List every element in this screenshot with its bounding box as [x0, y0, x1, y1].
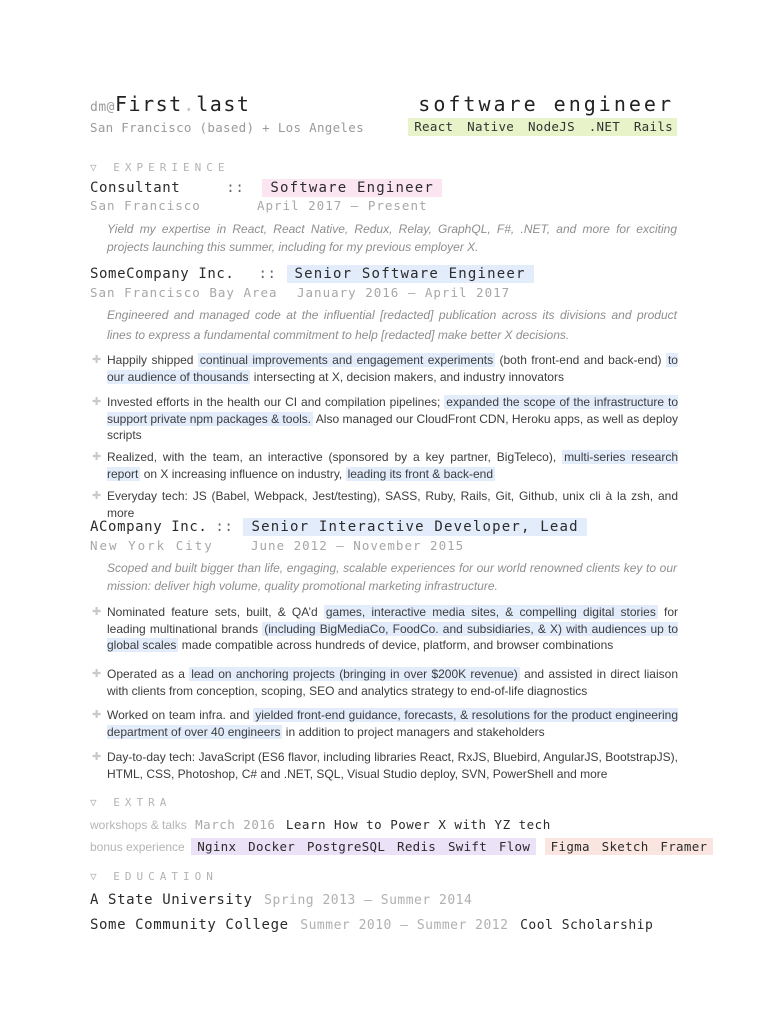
name-prefix: dm@: [90, 100, 115, 115]
bullet-text: and assisted in direct liaison with clients from conception, scoping, SEO and analytics strategy to end-of-life diagnostics: [107, 667, 678, 698]
job-place: New York City: [90, 538, 214, 553]
job-description: Scoped and built bigger than life, engaging, scalable experiences for our world renowned clients key to our mission: deliver high volume, quality promotional marketing infrastructure.: [107, 561, 677, 593]
job-heading: [90, 519, 587, 535]
bullet-text: intersecting at X, decision makers, and industry innovators: [250, 369, 564, 384]
bullet-highlight: continual improvements and engagement experiments: [199, 353, 494, 367]
bullet-text: Invested efforts in the health our CI and compilation pipelines;: [107, 395, 445, 409]
bullet-text: Operated as a: [107, 667, 190, 681]
job-title: software engineer: [418, 92, 674, 116]
bullet-item: [90, 749, 678, 782]
bonus-tech-badge: Nginx Docker PostgreSQL Redis Swift Flow: [191, 838, 536, 855]
school-dates: Summer 2010 – Summer 2012: [300, 918, 509, 933]
bullet-text: Day-to-day tech: JavaScript (ES6 flavor, including libraries React, RxJS, Bluebird, AngularJS, BootstrapJS), HTML, CSS, Photoshop, C# and .NET, SQL, Visual Studio deploy, SVN, PowerShell and more: [107, 750, 678, 781]
bullet-item: [90, 352, 678, 385]
bullet-text: on X increasing influence on industry,: [140, 466, 346, 481]
bullet-text: made compatible across hundreds of device, platform, and browser combinations: [178, 638, 614, 652]
bonus-row: [90, 838, 713, 856]
company-name: ACompany Inc.: [90, 519, 208, 535]
bullet-text: (both front-end and back-end): [495, 353, 666, 367]
plus-bullet-icon: ✚: [92, 396, 102, 408]
job-heading: [90, 180, 442, 196]
role-title: Senior Software Engineer: [287, 265, 534, 283]
workshops-label: workshops & talks: [90, 818, 187, 832]
plus-bullet-icon: ✚: [92, 751, 102, 763]
education-row: [90, 889, 472, 908]
bullet-text: in addition to project managers and stakeholders: [282, 724, 545, 739]
plus-bullet-icon: ✚: [92, 354, 102, 366]
bullet-text: Realized, with the team, an interactive (sponsored by a key partner, BigTeleco),: [107, 450, 563, 464]
job-dates: June 2012 – November 2015: [251, 538, 465, 553]
school-award: Cool Scholarship: [520, 918, 654, 933]
school-dates: Spring 2013 – Summer 2014: [264, 893, 473, 908]
section-experience: ▽ EXPERIENCE: [90, 161, 230, 174]
separator: ::: [215, 519, 234, 535]
bullet-highlight: yielded front-end guidance, forecasts, & resolutions for the product engineering department of over 40 engineers: [107, 708, 678, 739]
bullet-text: Worked on team infra. and: [107, 708, 254, 722]
bullet-text: for leading multinational brands: [107, 605, 679, 636]
section-extra: ▽ EXTRA: [90, 796, 172, 809]
workshops-row: [90, 816, 551, 834]
job-place: San Francisco: [90, 198, 201, 213]
bonus-design-badge: Figma Sketch Framer: [545, 838, 714, 855]
location: San Francisco (based) + Los Angeles: [90, 120, 364, 135]
bonus-label: bonus experience: [90, 840, 185, 854]
plus-bullet-icon: ✚: [92, 490, 102, 502]
bullet-item: [90, 449, 678, 482]
bullet-highlight: lead on anchoring projects (bringing in over $200K revenue): [191, 667, 518, 681]
bullet-text: Also managed our CloudFront CDN, Heroku apps, as well as deploy scripts: [107, 411, 678, 442]
job-dates: January 2016 – April 2017: [297, 285, 511, 300]
job-description: Yield my expertise in React, React Native, Redux, Relay, GraphQL, F#, .NET, and more for exciting projects launching this summer, including for my previous employer X.: [107, 222, 677, 254]
separator: ::: [258, 266, 277, 282]
role-title: Senior Interactive Developer, Lead: [243, 518, 586, 536]
bullet-highlight: (including BigMediaCo, FoodCo. and subsidiaries, & X) with audiences up to global scales: [107, 621, 679, 652]
bullet-text: Nominated feature sets, built, & QA’d: [107, 605, 324, 619]
role-title: Software Engineer: [262, 179, 442, 197]
bullet-item: [90, 488, 678, 521]
bullet-item: [90, 394, 678, 444]
job-dates: April 2017 – Present: [257, 198, 428, 213]
education-row: [90, 914, 653, 933]
workshops-date: March 2016: [195, 817, 276, 832]
plus-bullet-icon: ✚: [92, 606, 102, 618]
skills-badge: React Native NodeJS .NET Rails: [408, 118, 677, 136]
separator: ::: [226, 180, 245, 196]
bullet-highlight: leading its front & back-end: [347, 466, 494, 481]
company-name: SomeCompany Inc.: [90, 266, 235, 282]
bullet-highlight: multi-series research report: [107, 450, 678, 481]
company-name: Consultant: [90, 180, 181, 196]
last-name: last: [196, 92, 251, 116]
job-description: Engineered and managed code at the influential [redacted] publication across its divisions and product lines to express a fundamental commitment to help [redacted] make better X decisions.: [107, 308, 677, 342]
bullet-highlight: expanded the scope of the infrastructure to support private npm packages & tools.: [107, 395, 679, 426]
school-name: A State University: [90, 892, 253, 908]
workshops-title: Learn How to Power X with YZ tech: [285, 817, 551, 832]
bullet-highlight: games, interactive media sites, & compelling digital stories: [325, 605, 656, 619]
job-place: San Francisco Bay Area: [90, 285, 278, 300]
first-name: First: [114, 92, 183, 116]
bullet-item: [90, 707, 678, 740]
bullet-text: Happily shipped: [107, 353, 198, 367]
job-heading: [90, 266, 534, 282]
bullet-item: [90, 604, 678, 654]
bullet-text: Everyday tech: JS (Babel, Webpack, Jest/testing), SASS, Ruby, Rails, Git, Github, unix cli à la zsh, and more: [107, 489, 678, 520]
school-name: Some Community College: [90, 917, 289, 933]
bullet-highlight: to our audience of thousands: [107, 353, 678, 384]
section-education: ▽ EDUCATION: [90, 870, 218, 883]
bullet-item: [90, 666, 678, 699]
plus-bullet-icon: ✚: [92, 451, 102, 463]
name-line: [90, 92, 250, 116]
plus-bullet-icon: ✚: [92, 709, 102, 721]
name-dot: .: [182, 92, 197, 116]
plus-bullet-icon: ✚: [92, 668, 102, 680]
